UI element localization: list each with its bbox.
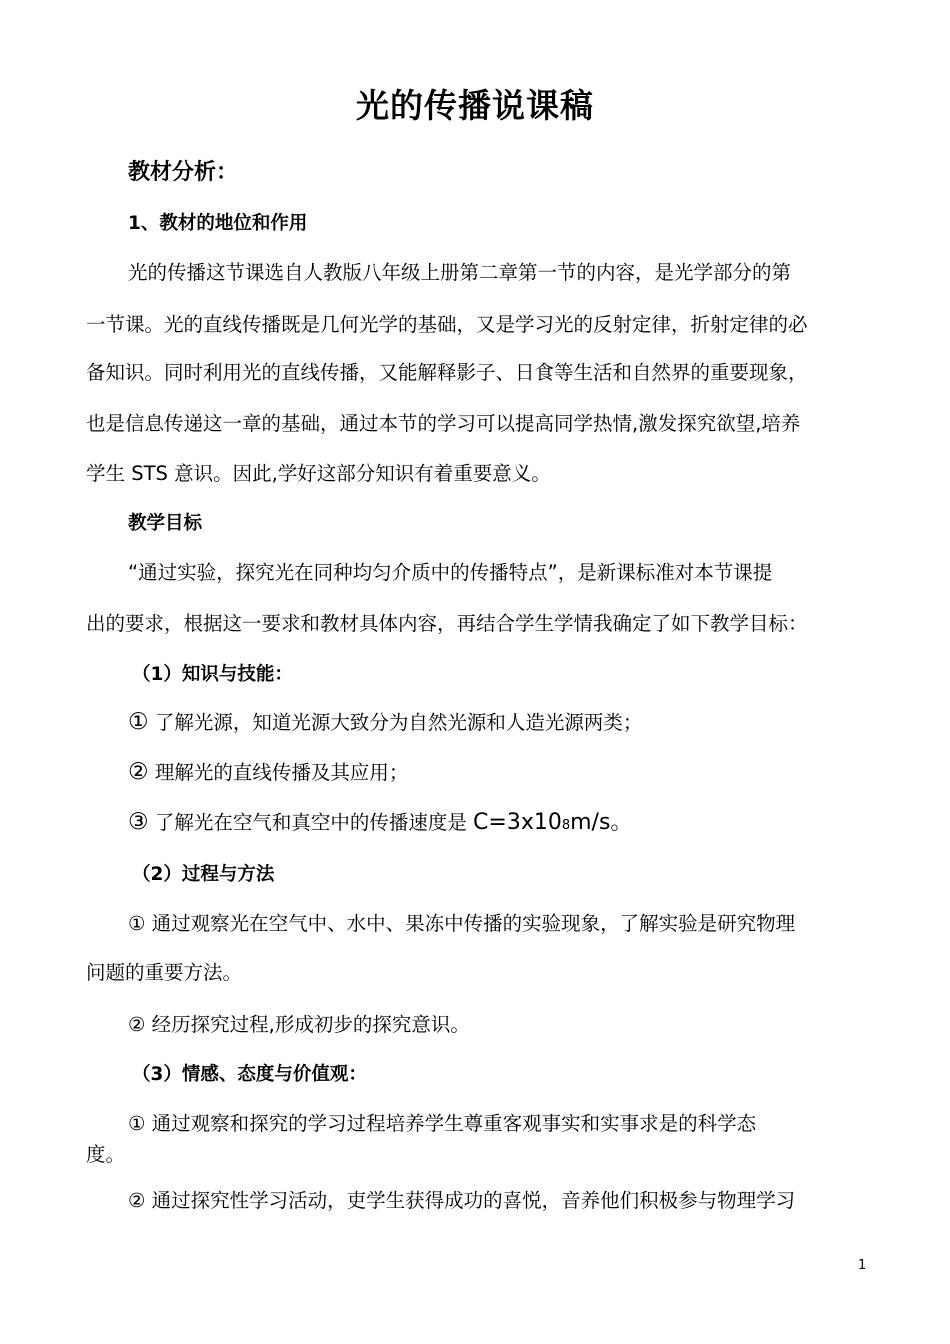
item-text: 了解光源，知道光源大致分为自然光源和人造光源两类； <box>154 711 643 734</box>
item-marker: ② <box>128 759 149 785</box>
paragraph-line: “通过实验，探究光在同种均匀介质中的传播特点”，是新课标准对本节课提 <box>128 561 773 584</box>
paragraph-line: ② 通过探究性学习活动，吏学生获得成功的喜悦，音养他们积极参与物理学习 <box>128 1189 796 1212</box>
item-text: 了解光在空气和真空中的传播速度是 <box>154 811 474 834</box>
paragraph-line: 也是信息传递这一章的基础，通过本节的学习可以提高同学热情,激发探究欲望,培养 <box>86 412 801 435</box>
formula-exponent: 8 <box>561 818 571 833</box>
subheading-position: 1、教材的地位和作用 <box>128 213 308 234</box>
paragraph-line: ② 经历探究过程,形成初步的探究意识。 <box>128 1013 470 1036</box>
paragraph-line: 问题的重要方法。 <box>86 961 243 984</box>
paragraph-line: 光的传播这节课选自人教版八年级上册第二章第一节的内容，是光学部分的第 <box>128 261 792 284</box>
page-number: 1 <box>858 1258 867 1273</box>
paragraph-line: ① 通过观察和探究的学习过程培养学生尊重客观事实和实事求是的科学态 <box>128 1112 757 1135</box>
paragraph-line: 度。 <box>86 1143 126 1166</box>
item-text: 理解光的直线传播及其应用； <box>154 761 409 784</box>
section-heading-analysis: 教材分析： <box>128 160 239 185</box>
document-title: 光的传播说课稿 <box>356 86 594 125</box>
formula-speed: C=3x10 <box>473 810 562 835</box>
goal-heading-attitude: （3）情感、态度与价值观： <box>132 1064 367 1085</box>
goal-item <box>128 757 918 788</box>
item-marker: ① <box>128 709 149 735</box>
paragraph-line: 出的要求，根据这一要求和教材具体内容，再结合学生学情我确定了如下教学目标： <box>86 612 808 635</box>
goal-item <box>128 707 918 738</box>
paragraph-line: ① 通过观察光在空气中、水中、果冻中传播的实验现象，了解实验是研究物理 <box>128 912 796 935</box>
goal-heading-knowledge: （1）知识与技能： <box>132 664 293 685</box>
section-heading-goals: 教学目标 <box>128 513 203 534</box>
paragraph-line: 一节课。光的直线传播既是几何光学的基础，又是学习光的反射定律，折射定律的必 <box>86 313 808 336</box>
formula-unit: m/s。 <box>570 810 633 835</box>
goal-item <box>128 807 918 841</box>
item-marker: ③ <box>128 809 149 835</box>
goal-heading-process: （2）过程与方法 <box>132 864 275 885</box>
paragraph-line: 备知识。同时利用光的直线传播，又能解释影子、日食等生活和自然界的重要现象， <box>86 361 808 384</box>
paragraph-line: 学生 STS 意识。因此,学好这部分知识有着重要意义。 <box>86 462 551 485</box>
